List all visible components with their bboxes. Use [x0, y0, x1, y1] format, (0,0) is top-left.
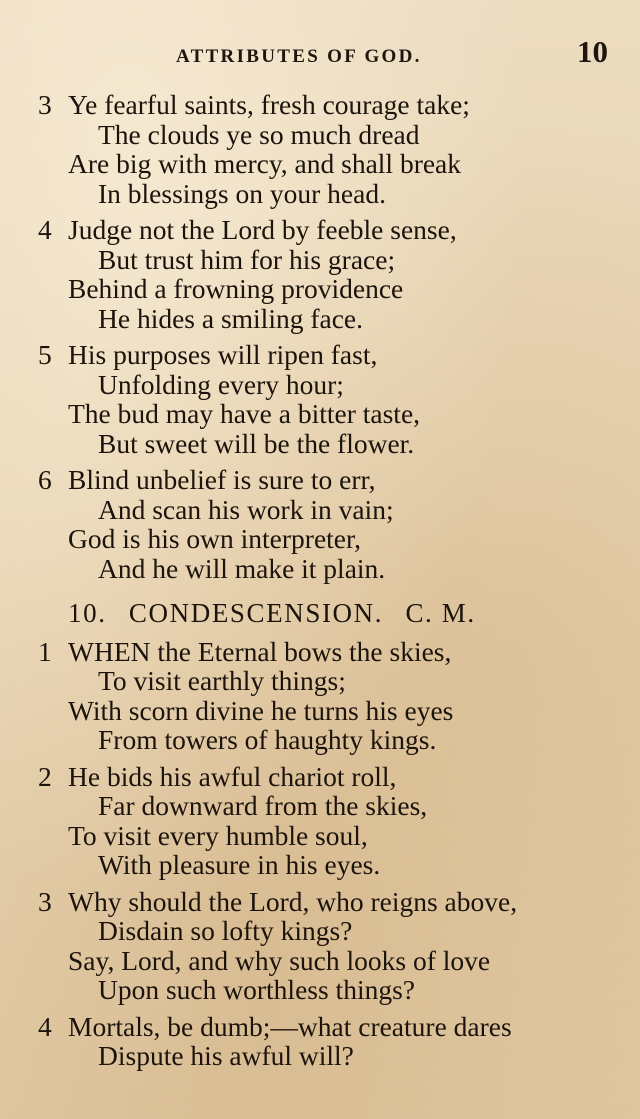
verse-line: And he will make it plain. [98, 552, 386, 584]
hymn-meter: C. M. [405, 598, 476, 628]
verse-line: Behind a frowning providence [68, 273, 404, 304]
hymn-number: 10. [68, 598, 107, 628]
verse-line: To visit every humble soul, [68, 819, 368, 851]
stanza [38, 887, 618, 1005]
verse-line: He hides a smiling face. [98, 302, 363, 334]
verse-line: And scan his work in vain; [98, 493, 394, 525]
verse-line: Are big with mercy, and shall break [68, 148, 462, 179]
verse-line: With pleasure in his eyes. [98, 849, 381, 880]
verse-line: Unfolding every hour; [98, 368, 344, 400]
verse-line: But trust him for his grace; [98, 243, 396, 275]
hymn-heading [38, 599, 618, 629]
stanza-number: 2 [38, 760, 52, 792]
verse-line: Upon such worthless things? [98, 974, 415, 1005]
stanza-number: 3 [38, 89, 52, 120]
verse-line: Ye fearful saints, fresh courage take; [68, 89, 470, 120]
verse-line: He bids his awful chariot roll, [68, 760, 397, 792]
verse-line: His purposes will ripen fast, [68, 339, 378, 370]
verse-line: To visit earthly things; [98, 665, 346, 696]
verse-line: Blind unbelief is sure to err, [68, 464, 376, 495]
page-number: 10 [577, 34, 608, 69]
stanza-number: 5 [38, 339, 52, 370]
stanza-number: 3 [38, 885, 52, 917]
running-title: ATTRIBUTES OF GOD. [176, 46, 422, 67]
page-body [38, 90, 618, 1078]
verse-line: The clouds ye so much dread [98, 118, 420, 150]
verse-line: Why should the Lord, who reigns above, [68, 885, 518, 917]
verse-line: Far downward from the skies, [98, 790, 428, 821]
verse-line: But sweet will be the flower. [98, 427, 415, 459]
verse-line: From towers of haughty kings. [98, 724, 437, 755]
stanza-number: 1 [38, 635, 52, 667]
verse-line: WHEN the Eternal bows the skies, [68, 635, 452, 667]
verse-line: Judge not the Lord by feeble sense, [68, 214, 457, 245]
stanza-number: 6 [38, 464, 52, 495]
stanza [38, 637, 618, 755]
verse-line: Mortals, be dumb;—what creature dares [68, 1010, 512, 1042]
verse-line: With scorn divine he turns his eyes [68, 694, 454, 726]
verse-line: In blessings on your head. [98, 177, 386, 209]
page-header [0, 34, 640, 74]
stanza [38, 215, 618, 333]
hymn-title: CONDESCENSION. [128, 598, 384, 628]
stanza [38, 465, 618, 583]
stanza [38, 90, 618, 208]
stanza-number: 4 [38, 214, 52, 245]
verse-line: The bud may have a bitter taste, [68, 398, 421, 429]
stanza [38, 762, 618, 880]
verse-line: Say, Lord, and why such looks of love [68, 944, 491, 976]
verse-line: Disdain so lofty kings? [98, 915, 353, 946]
stanza-number: 4 [38, 1010, 52, 1042]
stanza [38, 1012, 618, 1071]
stanza [38, 340, 618, 458]
verse-line: Dispute his awful will? [98, 1040, 354, 1071]
verse-line: God is his own interpreter, [68, 523, 361, 554]
